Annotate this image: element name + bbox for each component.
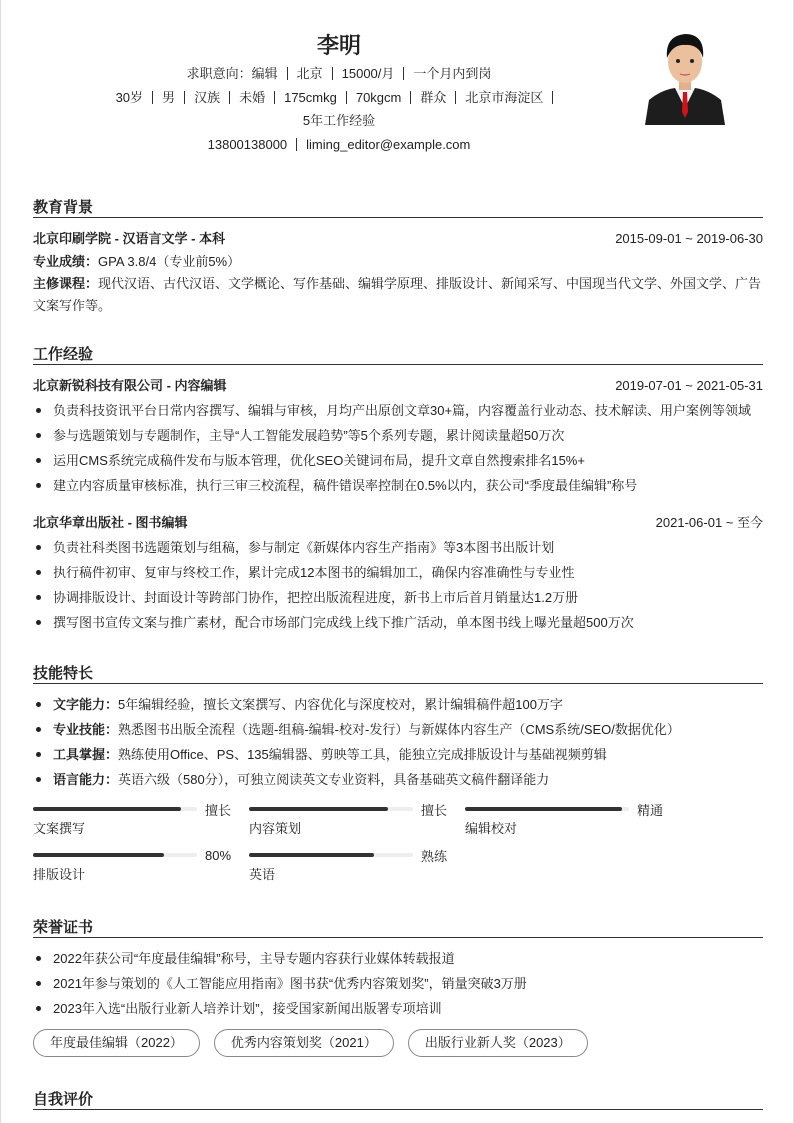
company: 北京华章出版社 - 图书编辑 bbox=[33, 515, 188, 530]
section-title: 自我评价 bbox=[33, 1088, 763, 1110]
skills-section bbox=[33, 662, 763, 886]
info-item: 70kgcm bbox=[355, 89, 402, 105]
edu-date: 2015-09-01 ~ 2019-06-30 bbox=[615, 231, 763, 246]
info-item: 13800138000 bbox=[207, 136, 288, 152]
personal-info bbox=[1, 86, 677, 110]
education-section bbox=[33, 196, 763, 317]
skill-name: 英语 bbox=[249, 867, 276, 882]
info-item: 未婚 bbox=[239, 89, 266, 105]
skill-name: 内容策划 bbox=[249, 821, 302, 836]
job-bullet: 执行稿件初审、复审与终校工作，累计完成12本图书的编辑加工，确保内容准确性与专业性 bbox=[33, 560, 763, 585]
gpa: GPA 3.8/4（专业前5%） bbox=[98, 254, 241, 269]
skill-bar bbox=[33, 800, 233, 840]
info-item: 北京市海淀区 bbox=[465, 89, 544, 105]
progress-track bbox=[465, 807, 629, 811]
honor-tag: 出版行业新人奖（2023） bbox=[408, 1029, 588, 1057]
job-bullet: 建立内容质量审核标准，执行三审三校流程，稿件错误率控制在0.5%以内，获公司“季度最佳编辑”称号 bbox=[33, 473, 763, 498]
honor-tag: 优秀内容策划奖（2021） bbox=[214, 1029, 394, 1057]
company: 北京新锐科技有限公司 - 内容编辑 bbox=[33, 378, 227, 393]
resume-header bbox=[1, 30, 677, 156]
separator bbox=[403, 67, 404, 80]
work-section bbox=[33, 343, 763, 635]
skill-label: 专业技能： bbox=[53, 722, 119, 737]
skill-item bbox=[33, 767, 763, 792]
work-years: 5年工作经验 bbox=[302, 113, 376, 128]
skill-level: 熟练 bbox=[421, 848, 448, 864]
job-bullet: 协调排版设计、封面设计等跨部门协作，把控出版流程进度，新书上市后首月销量达1.2万册 bbox=[33, 585, 763, 610]
job-bullet: 参与选题策划与专题制作，主导“人工智能发展趋势”等5个系列专题，累计阅读量超50万次 bbox=[33, 423, 763, 448]
progress-fill bbox=[249, 807, 388, 811]
skill-level: 80% bbox=[205, 847, 232, 863]
info-item: 群众 bbox=[420, 89, 447, 105]
progress-fill bbox=[33, 853, 164, 857]
info-item: 汉族 bbox=[194, 89, 221, 105]
job-entry bbox=[33, 510, 763, 635]
job-bullet: 运用CMS系统完成稿件发布与版本管理，优化SEO关键词布局，提升文章自然搜索排名15%+ bbox=[33, 448, 763, 473]
progress-fill bbox=[249, 853, 374, 857]
self-evaluation-section bbox=[33, 1088, 763, 1118]
info-item: 求职意向：编辑 bbox=[186, 66, 278, 81]
gpa-label: 专业成绩： bbox=[33, 254, 99, 269]
info-item: 175cmkg bbox=[284, 89, 337, 105]
separator bbox=[410, 91, 411, 104]
progress-track bbox=[249, 853, 413, 857]
courses-label: 主修课程： bbox=[33, 276, 99, 291]
skill-text: 5年编辑经验，擅长文案撰写、内容优化与深度校对，累计编辑稿件超100万字 bbox=[118, 697, 563, 712]
courses: 现代汉语、古代汉语、文学概论、写作基础、编辑学原理、排版设计、新闻采写、中国现当代文学、外国文学、广告文案写作等。 bbox=[33, 276, 762, 313]
progress-track bbox=[33, 807, 197, 811]
skill-level: 擅长 bbox=[421, 802, 448, 818]
skill-item bbox=[33, 742, 763, 767]
job-bullet: 负责科技资讯平台日常内容撰写、编辑与审核，月均产出原创文章30+篇，内容覆盖行业动态、技术解读、用户案例等领域 bbox=[33, 398, 763, 423]
honors-section bbox=[33, 916, 763, 1057]
info-item: 30岁 bbox=[115, 89, 144, 105]
honor-item: 2022年获公司“年度最佳编辑”称号，主导专题内容获行业媒体转载报道 bbox=[33, 946, 763, 971]
separator bbox=[552, 91, 553, 104]
skill-label: 语言能力： bbox=[53, 772, 119, 787]
separator bbox=[274, 91, 275, 104]
progress-fill bbox=[33, 807, 181, 811]
separator bbox=[287, 67, 288, 80]
skill-bar bbox=[249, 846, 449, 886]
section-title: 荣誉证书 bbox=[33, 916, 763, 938]
separator bbox=[332, 67, 333, 80]
contact-info bbox=[1, 133, 677, 157]
skill-name: 编辑校对 bbox=[465, 821, 518, 836]
job-date: 2021-06-01 ~ 至今 bbox=[655, 515, 763, 530]
job-bullet: 负责社科类图书选题策划与组稿，参与制定《新媒体内容生产指南》等3本图书出版计划 bbox=[33, 535, 763, 560]
job-bullet: 撰写图书宣传文案与推广素材，配合市场部门完成线上线下推广活动，单本图书线上曝光量超500万次 bbox=[33, 610, 763, 635]
skill-label: 工具掌握： bbox=[53, 747, 119, 762]
separator bbox=[229, 91, 230, 104]
skill-text: 英语六级（580分），可独立阅读英文专业资料，具备基础英文稿件翻译能力 bbox=[118, 772, 550, 787]
info-item: 北京 bbox=[296, 66, 323, 81]
separator bbox=[455, 91, 456, 104]
profile-photo bbox=[641, 28, 729, 125]
separator bbox=[184, 91, 185, 104]
info-item: liming_editor@example.com bbox=[306, 136, 471, 152]
skill-bar bbox=[249, 800, 449, 840]
section-title: 工作经验 bbox=[33, 343, 763, 365]
skill-bar bbox=[33, 846, 233, 886]
skill-name: 排版设计 bbox=[33, 867, 86, 882]
section-title: 技能特长 bbox=[33, 662, 763, 684]
honor-item: 2021年参与策划的《人工智能应用指南》图书获“优秀内容策划奖”，销量突破3万册 bbox=[33, 971, 763, 996]
section-title: 教育背景 bbox=[33, 196, 763, 218]
honor-tag: 年度最佳编辑（2022） bbox=[33, 1029, 200, 1057]
skill-level: 擅长 bbox=[205, 802, 232, 818]
progress-track bbox=[249, 807, 413, 811]
info-item: 一个月内到岗 bbox=[413, 66, 492, 81]
skill-label: 文字能力： bbox=[53, 697, 119, 712]
separator bbox=[152, 91, 153, 104]
skill-level: 精通 bbox=[637, 802, 664, 818]
candidate-name: 李明 bbox=[316, 33, 361, 58]
skill-text: 熟练使用Office、PS、135编辑器、剪映等工具，能独立完成排版设计与基础视频剪辑 bbox=[118, 747, 607, 762]
honor-item: 2023年入选“出版行业新人培养计划”，接受国家新闻出版署专项培训 bbox=[33, 996, 763, 1021]
progress-track bbox=[33, 853, 197, 857]
job-entry bbox=[33, 373, 763, 498]
progress-fill bbox=[465, 807, 622, 811]
separator bbox=[296, 138, 297, 151]
skill-item bbox=[33, 717, 763, 742]
job-date: 2019-07-01 ~ 2021-05-31 bbox=[615, 378, 763, 393]
skill-bar bbox=[465, 800, 665, 840]
info-item: 男 bbox=[162, 89, 176, 105]
skill-text: 熟悉图书出版全流程（选题-组稿-编辑-校对-发行）与新媒体内容生产（CMS系统/SEO/数据优化） bbox=[118, 722, 680, 737]
job-intent bbox=[1, 62, 677, 86]
skill-name: 文案撰写 bbox=[33, 821, 86, 836]
skill-item bbox=[33, 692, 763, 717]
school: 北京印刷学院 - 汉语言文学 - 本科 bbox=[33, 231, 226, 246]
separator bbox=[346, 91, 347, 104]
info-item: 15000/月 bbox=[341, 66, 395, 81]
